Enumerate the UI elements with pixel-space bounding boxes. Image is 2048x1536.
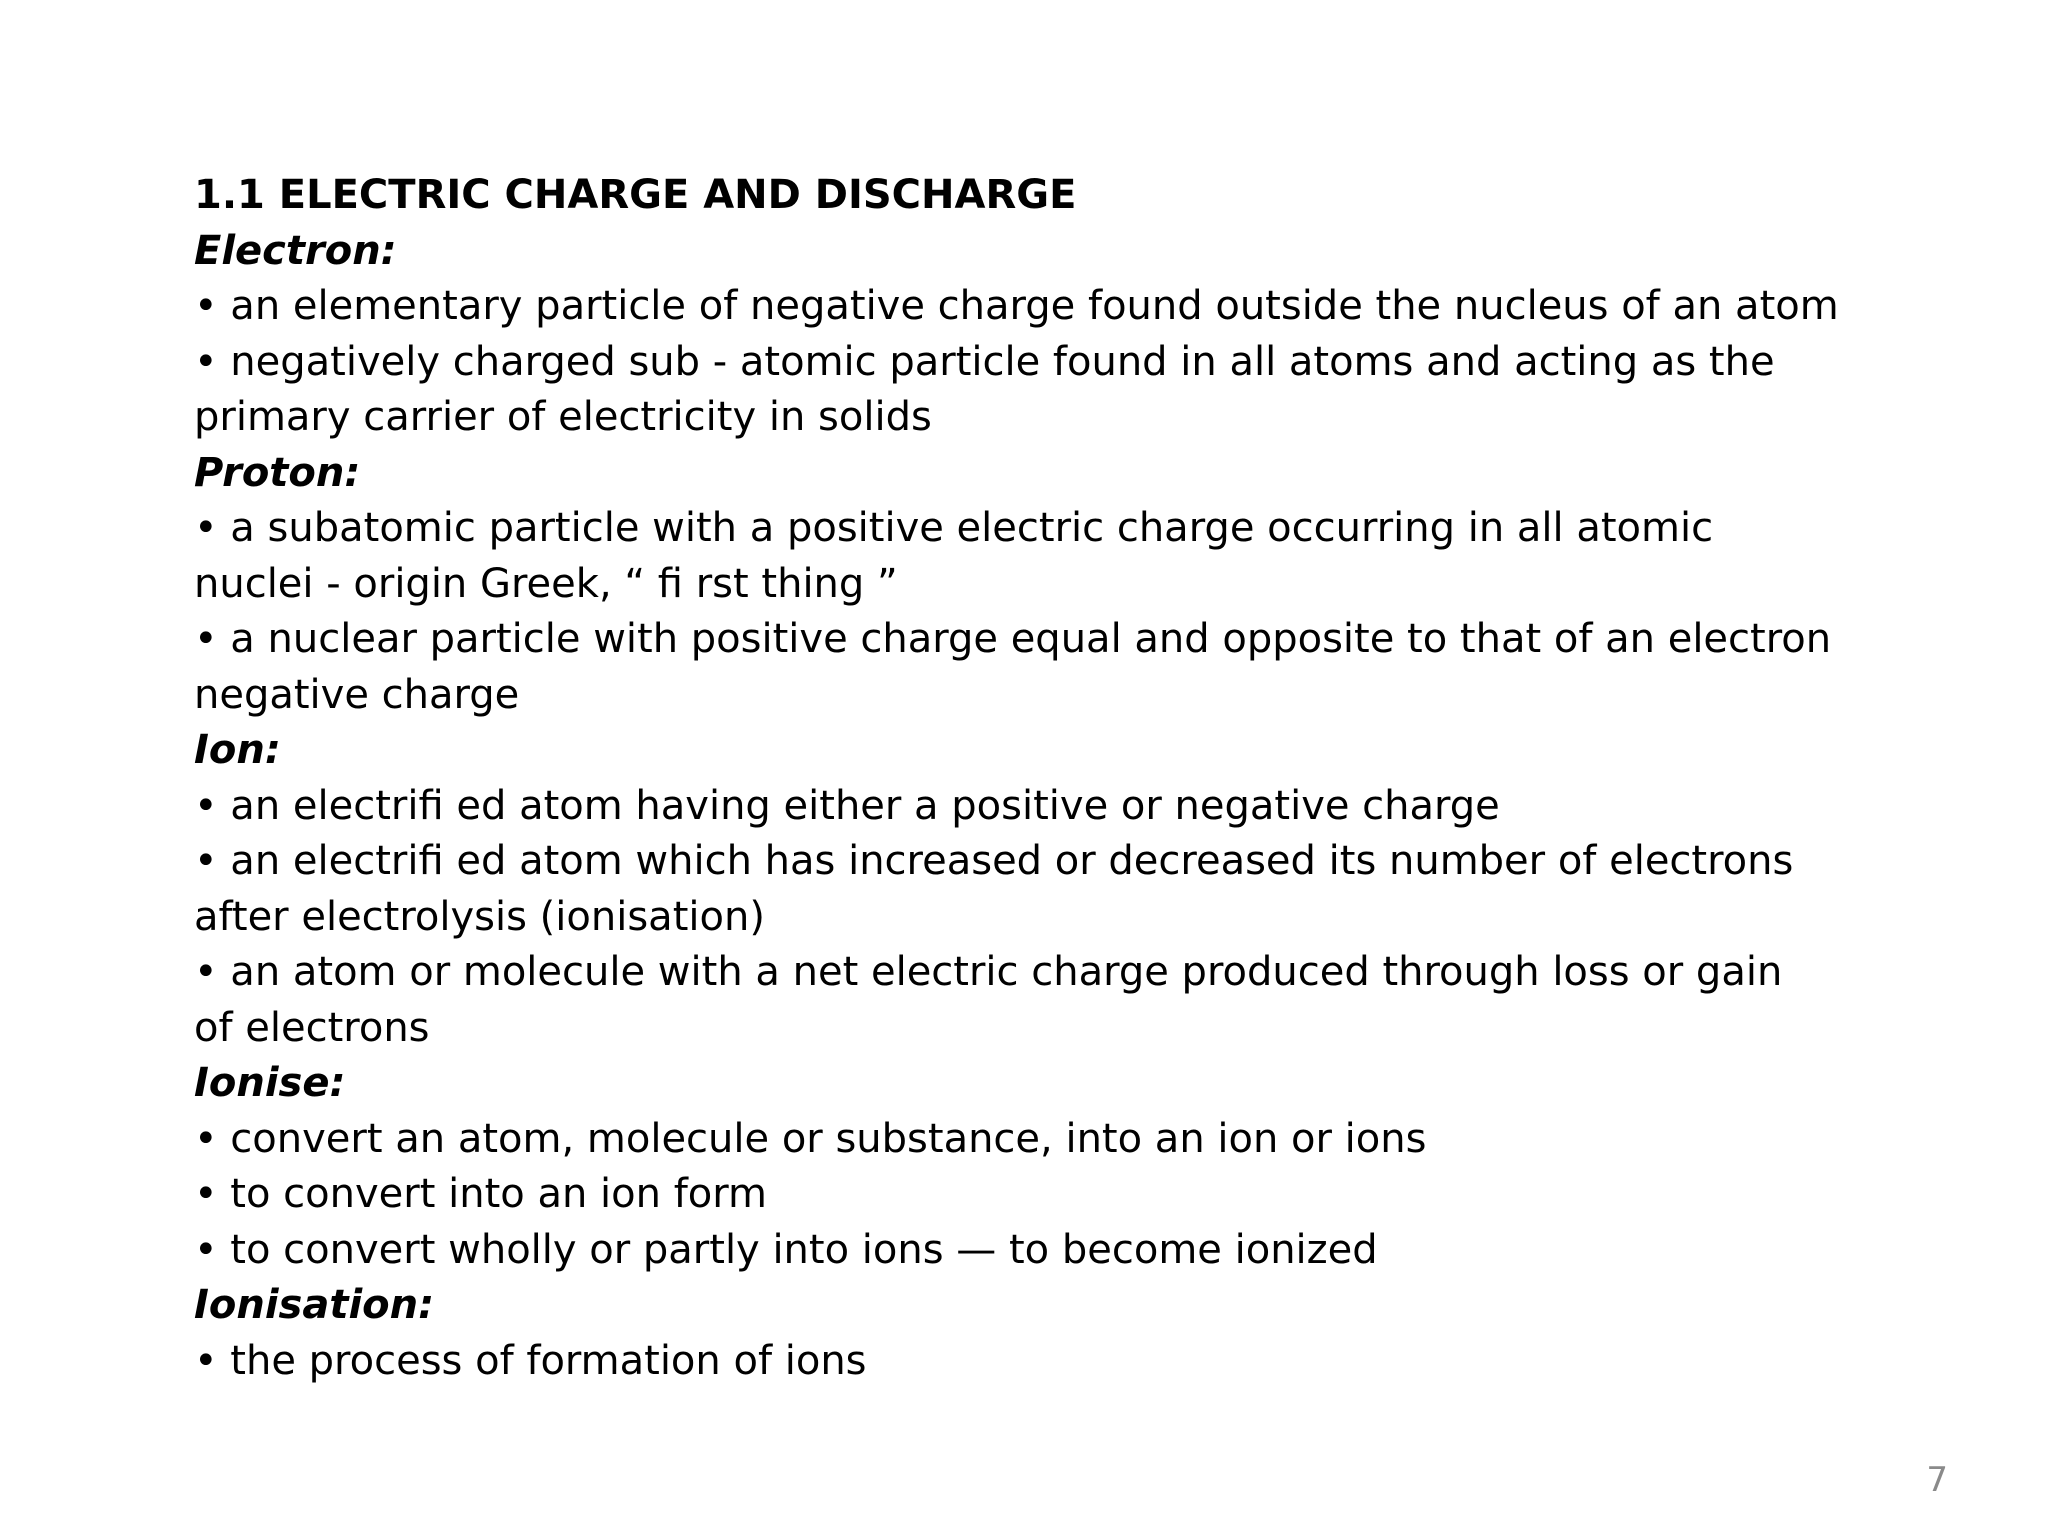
definition-proton xyxy=(194,446,1894,724)
definition-line: negative charge xyxy=(194,671,520,718)
section-heading: 1.1 ELECTRIC CHARGE AND DISCHARGE xyxy=(194,172,1077,218)
definition-line: • an electrifi ed atom which has increased or decreased its number of electrons xyxy=(194,838,1794,884)
definition-line: • a subatomic particle with a positive electric charge occurring in all atomic xyxy=(194,505,1714,551)
definition-line: • to convert into an ion form xyxy=(194,1171,767,1217)
definition-ionisation xyxy=(194,1278,1894,1389)
definition-line: • an atom or molecule with a net electric charge produced through loss or gain xyxy=(194,949,1783,995)
definition-line: • convert an atom, molecule or substance, into an ion or ions xyxy=(194,1115,1427,1162)
definition-line: of electrons xyxy=(194,1004,430,1051)
definition-line: • negatively charged sub - atomic particle found in all atoms and acting as the xyxy=(194,338,1775,385)
page-content xyxy=(194,168,1894,1389)
definition-line: • the process of formation of ions xyxy=(194,1337,867,1384)
definition-line: • an elementary particle of negative charge found outside the nucleus of an atom xyxy=(194,283,1839,329)
definition-line: nuclei - origin Greek, “ fi rst thing ” xyxy=(194,560,898,607)
definition-ionise xyxy=(194,1056,1894,1278)
definition-ion xyxy=(194,723,1894,1056)
definition-line: after electrolysis (ionisation) xyxy=(194,893,765,940)
term-title: Ion: xyxy=(194,727,281,773)
definition-line: • a nuclear particle with positive charge equal and opposite to that of an electron xyxy=(194,616,1832,662)
definition-electron xyxy=(194,224,1894,446)
page-number: 7 xyxy=(1926,1460,1948,1500)
term-title: Proton: xyxy=(194,449,361,496)
definition-line: • to convert wholly or partly into ions — to become ionized xyxy=(194,1226,1378,1273)
term-title: Ionise: xyxy=(194,1060,346,1106)
definition-line: primary carrier of electricity in solids xyxy=(194,394,932,440)
term-title: Ionisation: xyxy=(194,1282,435,1328)
definition-line: • an electrifi ed atom having either a positive or negative charge xyxy=(194,782,1500,829)
term-title: Electron: xyxy=(194,227,397,274)
